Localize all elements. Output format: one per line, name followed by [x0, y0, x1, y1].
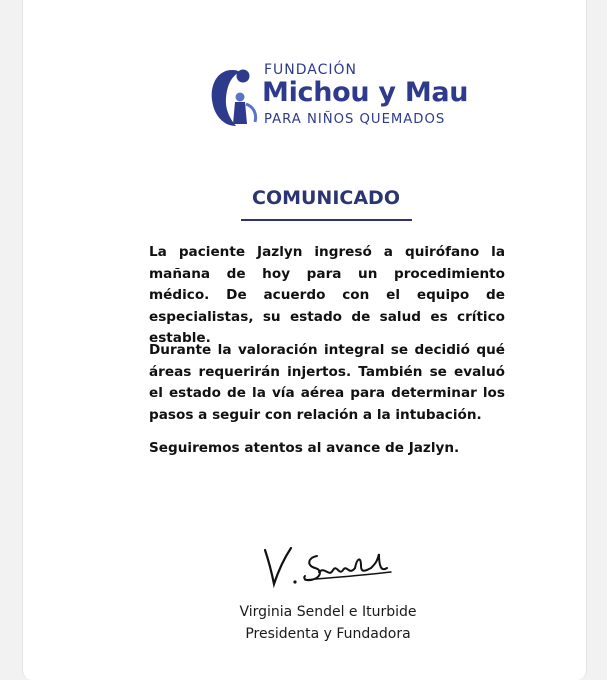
- title-underline: [241, 219, 412, 221]
- foundation-logo: [206, 62, 469, 132]
- foundation-logo-icon: [206, 64, 262, 130]
- logo-line-fundacion: FUNDACIÓN: [264, 62, 358, 78]
- letter-page: [22, 0, 587, 680]
- logo-line-name: Michou y Mau: [262, 77, 469, 108]
- handwritten-signature: [257, 542, 397, 592]
- logo-line-tagline: PARA NIÑOS QUEMADOS: [264, 112, 446, 127]
- document-title: COMUNICADO: [252, 187, 400, 209]
- paragraph-2: Durante la valoración integral se decidió qué áreas requerirán injertos. También se evaluó el estado de la vía aérea para determinar los pasos a seguir con relación a la intubación.: [149, 342, 505, 423]
- signer-role: Presidenta y Fundadora: [245, 626, 411, 642]
- signer-block: [173, 601, 483, 645]
- signer-name: Virginia Sendel e Iturbide: [239, 604, 417, 620]
- paragraph-3: Seguiremos atentos al avance de Jazlyn.: [149, 440, 460, 456]
- paragraph-1: La paciente Jazlyn ingresó a quirófano la mañana de hoy para un procedimiento médico. De acuerdo con el equipo de especialistas, su estado de salud es crítico estable.: [149, 244, 505, 346]
